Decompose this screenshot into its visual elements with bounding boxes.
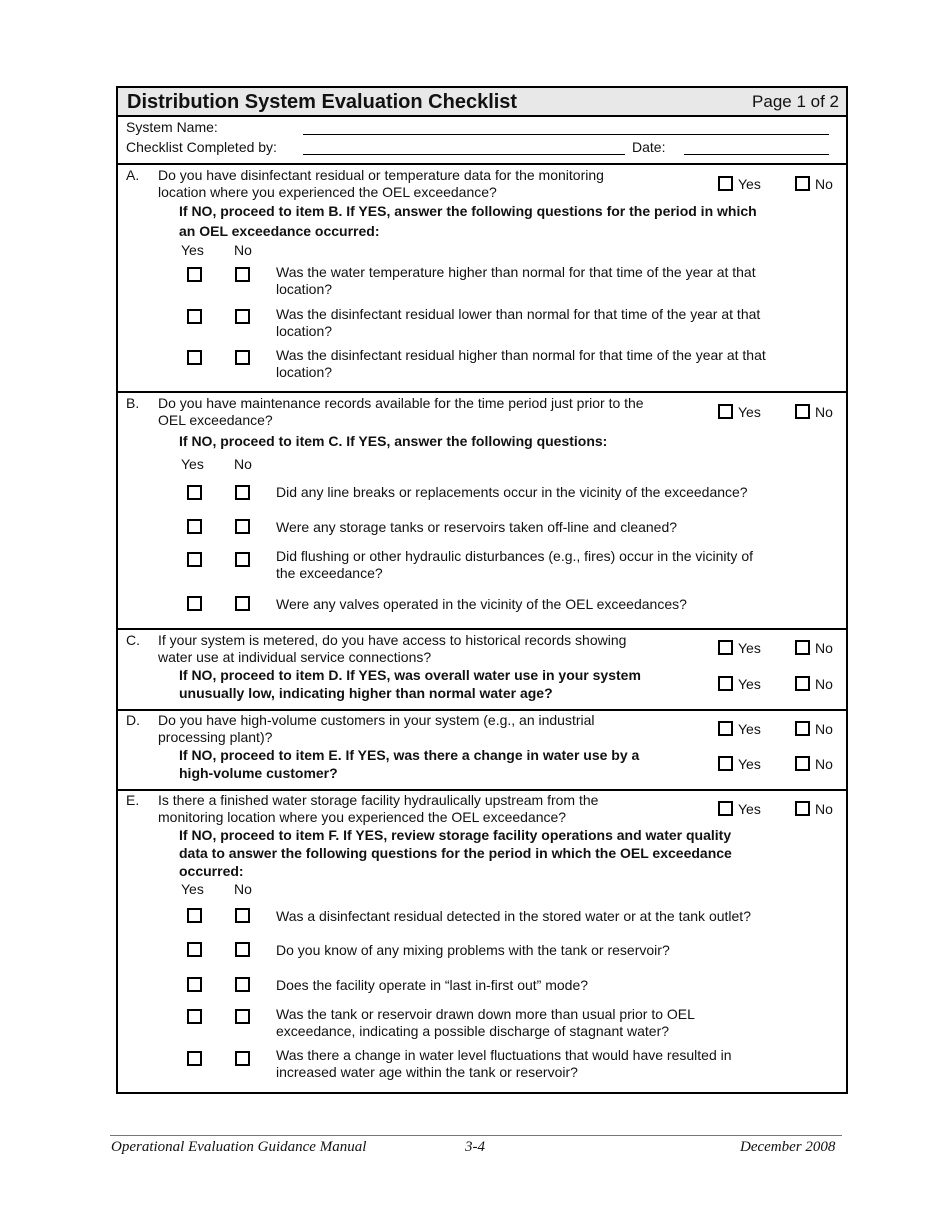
no-label: No <box>815 404 833 420</box>
item-yes-checkbox[interactable] <box>187 267 202 282</box>
question-line: Do you have disinfectant residual or temperature data for the monitoring <box>158 167 604 183</box>
item-text: Was a disinfectant residual detected in the stored water or at the tank outlet? <box>276 908 751 924</box>
instruction-line: If NO, proceed to item F. If YES, review storage facility operations and water quality <box>179 827 732 843</box>
item-yes-checkbox[interactable] <box>187 350 202 365</box>
question-line: location where you experienced the OEL exceedance? <box>158 184 497 200</box>
section-a-yes-checkbox[interactable] <box>718 176 733 191</box>
item-yes-checkbox[interactable] <box>187 552 202 567</box>
item-yes-checkbox[interactable] <box>187 1009 202 1024</box>
item-no-checkbox[interactable] <box>235 1051 250 1066</box>
section-c-no-checkbox[interactable] <box>795 640 810 655</box>
section-d-yes-checkbox[interactable] <box>718 721 733 736</box>
question-line: monitoring location where you experienced the OEL exceedance? <box>158 809 567 825</box>
yes-label: Yes <box>738 676 761 692</box>
item-yes-checkbox[interactable] <box>187 485 202 500</box>
no-label: No <box>815 676 833 692</box>
footer-date: December 2008 <box>740 1139 836 1155</box>
item-text: increased water age within the tank or reservoir? <box>276 1064 578 1080</box>
yes-column-header: Yes <box>181 242 204 258</box>
divider <box>118 163 846 165</box>
date-label: Date: <box>632 139 666 155</box>
item-text: Was the tank or reservoir drawn down more than usual prior to OEL <box>276 1006 695 1022</box>
item-no-checkbox[interactable] <box>235 552 250 567</box>
item-text: Were any storage tanks or reservoirs taken off-line and cleaned? <box>276 519 678 535</box>
section-c-yes-checkbox[interactable] <box>718 640 733 655</box>
title-bar <box>118 88 846 117</box>
question-line: processing plant)? <box>158 729 273 745</box>
section-b-no-checkbox[interactable] <box>795 404 810 419</box>
section-c-followup-no-checkbox[interactable] <box>795 676 810 691</box>
item-text: Did any line breaks or replacements occur in the vicinity of the exceedance? <box>276 484 748 500</box>
no-label: No <box>815 756 833 772</box>
instruction-line: high-volume customer? <box>179 765 338 781</box>
section-e-no-checkbox[interactable] <box>795 801 810 816</box>
instruction-line: occurred: <box>179 863 244 879</box>
instruction-line: If NO, proceed to item B. If YES, answer the following questions for the period in which <box>179 203 757 219</box>
item-no-checkbox[interactable] <box>235 908 250 923</box>
instruction-line: data to answer the following questions for the period in which the OEL exceedance <box>179 845 732 861</box>
yes-label: Yes <box>738 721 761 737</box>
instruction-line: If NO, proceed to item D. If YES, was overall water use in your system <box>179 667 641 683</box>
item-no-checkbox[interactable] <box>235 519 250 534</box>
no-column-header: No <box>234 881 252 897</box>
no-column-header: No <box>234 242 252 258</box>
item-text: Do you know of any mixing problems with the tank or reservoir? <box>276 942 670 958</box>
checklist-form <box>116 86 848 1094</box>
item-no-checkbox[interactable] <box>235 485 250 500</box>
question-line: Do you have high-volume customers in your system (e.g., an industrial <box>158 712 595 728</box>
completed-by-field[interactable] <box>303 154 625 155</box>
item-yes-checkbox[interactable] <box>187 1051 202 1066</box>
item-yes-checkbox[interactable] <box>187 309 202 324</box>
item-yes-checkbox[interactable] <box>187 596 202 611</box>
item-no-checkbox[interactable] <box>235 942 250 957</box>
no-label: No <box>815 176 833 192</box>
item-no-checkbox[interactable] <box>235 1009 250 1024</box>
instruction-line: unusually low, indicating higher than normal water age? <box>179 685 553 701</box>
item-text: Was there a change in water level fluctuations that would have resulted in <box>276 1047 732 1063</box>
item-text: exceedance, indicating a possible discharge of stagnant water? <box>276 1023 670 1039</box>
date-field[interactable] <box>684 154 829 155</box>
system-name-label: System Name: <box>126 119 218 135</box>
section-b-yes-checkbox[interactable] <box>718 404 733 419</box>
section-letter: A. <box>126 167 140 183</box>
completed-by-label: Checklist Completed by: <box>126 139 277 155</box>
item-text: location? <box>276 281 333 297</box>
section-letter: E. <box>126 792 140 808</box>
item-no-checkbox[interactable] <box>235 350 250 365</box>
question-line: Is there a finished water storage facility hydraulically upstream from the <box>158 792 599 808</box>
instruction-line: an OEL exceedance occurred: <box>179 223 380 239</box>
item-no-checkbox[interactable] <box>235 596 250 611</box>
section-letter: B. <box>126 395 140 411</box>
item-yes-checkbox[interactable] <box>187 908 202 923</box>
item-text: location? <box>276 323 333 339</box>
no-label: No <box>815 721 833 737</box>
section-c-followup-yes-checkbox[interactable] <box>718 676 733 691</box>
divider <box>118 391 846 393</box>
section-letter: D. <box>126 712 140 728</box>
yes-label: Yes <box>738 404 761 420</box>
yes-column-header: Yes <box>181 456 204 472</box>
item-no-checkbox[interactable] <box>235 309 250 324</box>
section-d-followup-no-checkbox[interactable] <box>795 756 810 771</box>
item-no-checkbox[interactable] <box>235 977 250 992</box>
item-yes-checkbox[interactable] <box>187 977 202 992</box>
item-text: Does the facility operate in “last in-first out” mode? <box>276 977 589 993</box>
footer-manual-title: Operational Evaluation Guidance Manual <box>111 1139 367 1155</box>
item-no-checkbox[interactable] <box>235 267 250 282</box>
item-text: the exceedance? <box>276 565 383 581</box>
item-text: Was the disinfectant residual higher than normal for that time of the year at that <box>276 347 766 363</box>
question-line: OEL exceedance? <box>158 412 273 428</box>
item-text: Was the water temperature higher than normal for that time of the year at that <box>276 264 756 280</box>
section-letter: C. <box>126 632 140 648</box>
item-yes-checkbox[interactable] <box>187 942 202 957</box>
section-d-followup-yes-checkbox[interactable] <box>718 756 733 771</box>
item-text: Was the disinfectant residual lower than normal for that time of the year at that <box>276 306 761 322</box>
item-text: Did flushing or other hydraulic disturbances (e.g., fires) occur in the vicinity of <box>276 548 753 564</box>
page-title: Distribution System Evaluation Checklist <box>127 91 518 113</box>
section-e-yes-checkbox[interactable] <box>718 801 733 816</box>
yes-label: Yes <box>738 640 761 656</box>
no-column-header: No <box>234 456 252 472</box>
yes-column-header: Yes <box>181 881 204 897</box>
item-yes-checkbox[interactable] <box>187 519 202 534</box>
page-number: Page 1 of 2 <box>752 92 839 111</box>
question-line: If your system is metered, do you have access to historical records showing <box>158 632 627 648</box>
item-text: Were any valves operated in the vicinity of the OEL exceedances? <box>276 596 687 612</box>
divider <box>118 789 846 791</box>
divider <box>118 628 846 630</box>
yes-label: Yes <box>738 756 761 772</box>
no-label: No <box>815 801 833 817</box>
item-text: location? <box>276 364 333 380</box>
instruction-line: If NO, proceed to item E. If YES, was there a change in water use by a <box>179 747 640 763</box>
system-name-field[interactable] <box>303 134 829 135</box>
no-label: No <box>815 640 833 656</box>
section-a-no-checkbox[interactable] <box>795 176 810 191</box>
question-line: water use at individual service connections? <box>158 649 432 665</box>
footer-rule <box>110 1135 842 1136</box>
footer-page-number: 3-4 <box>465 1139 485 1155</box>
instruction-line: If NO, proceed to item C. If YES, answer the following questions: <box>179 433 608 449</box>
question-line: Do you have maintenance records available for the time period just prior to the <box>158 395 644 411</box>
section-d-no-checkbox[interactable] <box>795 721 810 736</box>
divider <box>118 709 846 711</box>
yes-label: Yes <box>738 801 761 817</box>
yes-label: Yes <box>738 176 761 192</box>
